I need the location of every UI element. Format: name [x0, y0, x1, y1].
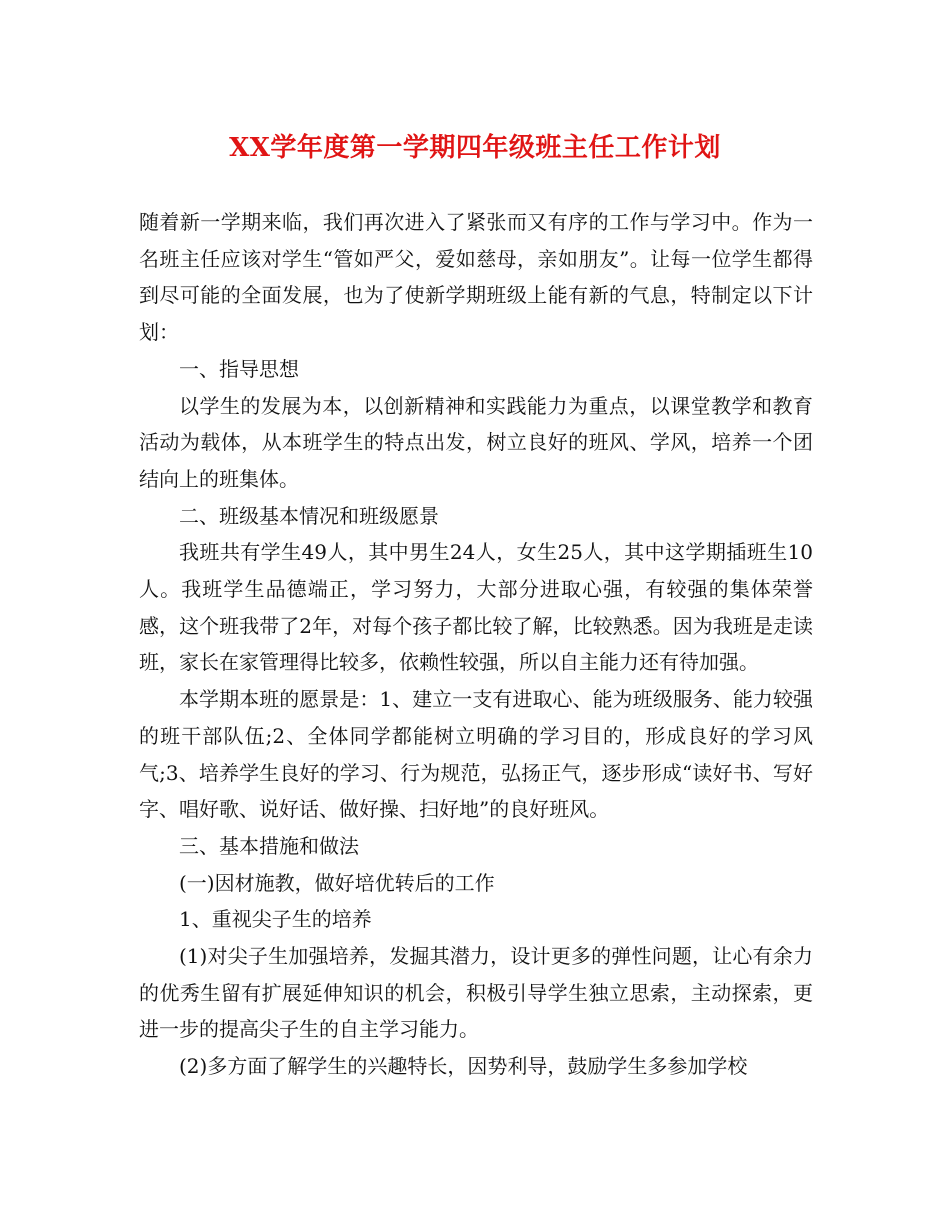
paragraph-guiding-thought: 以学生的发展为本，以创新精神和实践能力为重点，以课堂教学和教育活动为载体，从本班学生的特点出发，树立良好的班风、学风，培养一个团结向上的班集体。	[139, 393, 813, 491]
section-heading-class-situation: 二、班级基本情况和班级愿景	[179, 503, 439, 528]
section-heading-guiding-thought: 一、指导思想	[179, 356, 299, 381]
subsection-heading-teaching: (一)因材施教，做好培优转后的工作	[179, 870, 495, 895]
paragraph-top-students-1: (1)对尖子生加强培养，发掘其潜力，设计更多的弹性问题，让心有余力的优秀生留有扩展延伸知识的机会，积极引导学生独立思索，主动探索，更进一步的提高尖子生的自主学习能力。	[139, 944, 813, 1042]
paragraph-class-vision: 本学期本班的愿景是：1、建立一支有进取心、能为班级服务、能力较强的班干部队伍;2、全体同学都能树立明确的学习目的，形成良好的学习风气;3、培养学生良好的学习、行为规范，弘扬正气，逐步形成“读好书、写好字、唱好歌、说好话、做好操、扫好地”的良好班风。	[139, 687, 813, 822]
section-heading-measures: 三、基本措施和做法	[179, 833, 359, 858]
item-heading-top-students: 1、重视尖子生的培养	[179, 907, 372, 932]
document-title: XX学年度第一学期四年级班主任工作计划	[229, 133, 721, 163]
paragraph-top-students-2: (2)多方面了解学生的兴趣特长，因势利导，鼓励学生多参加学校	[179, 1054, 748, 1079]
paragraph-intro: 随着新一学期来临，我们再次进入了紧张而又有序的工作与学习中。作为一名班主任应该对学生“管如严父，爱如慈母，亲如朋友”。让每一位学生都得到尽可能的全面发展，也为了使新学期班级上能有新的气息，特制定以下计划：	[139, 210, 813, 345]
paragraph-class-situation: 我班共有学生49人，其中男生24人，女生25人，其中这学期插班生10人。我班学生品德端正，学习努力，大部分进取心强，有较强的集体荣誉感，这个班我带了2年，对每个孩子都比较了解，比较熟悉。因为我班是走读班，家长在家管理得比较多，依赖性较强，所以自主能力还有待加强。	[139, 540, 813, 675]
document-body	[139, 204, 813, 1085]
